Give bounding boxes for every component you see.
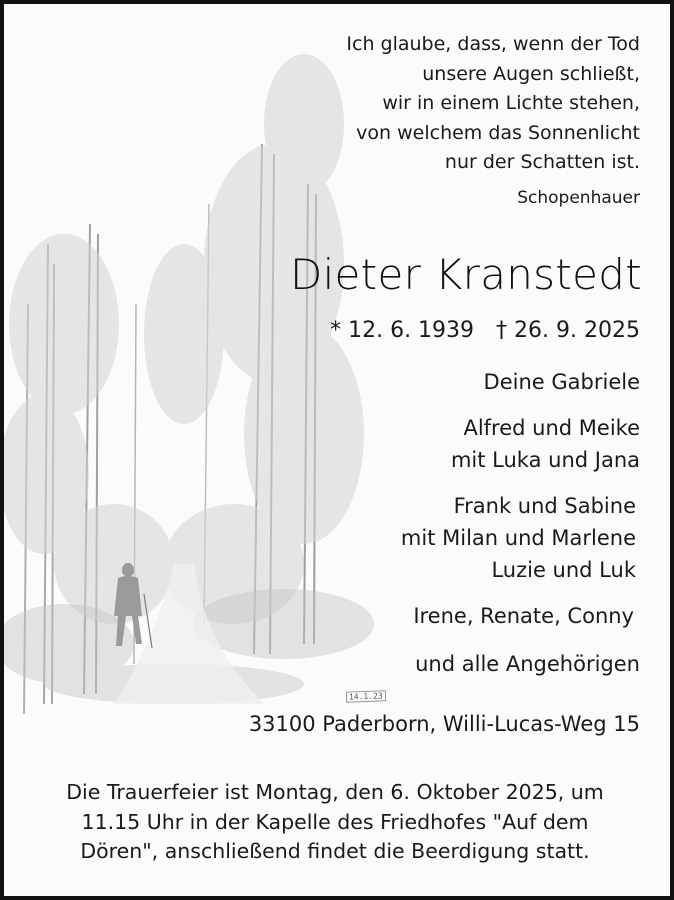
deceased-name: Dieter Kranstedt xyxy=(289,250,642,299)
mourner-line: Luzie und Luk xyxy=(491,558,636,582)
life-dates xyxy=(330,318,640,343)
service-line: Dören", anschließend findet die Beerdigung statt. xyxy=(80,839,590,863)
birth-date: * 12. 6. 1939 xyxy=(330,318,475,343)
mourner-group xyxy=(451,412,640,476)
sketch-date-stamp: 14.1.23 xyxy=(346,690,386,702)
mourner-line: mit Luka und Jana xyxy=(450,448,640,472)
mourner-line: Frank und Sabine xyxy=(453,494,636,518)
funeral-service-notice xyxy=(24,778,646,867)
quote-line: von welchem das Sonnenlicht xyxy=(356,121,640,144)
quote-line: nur der Schatten ist. xyxy=(444,151,640,173)
mourner-line: Irene, Renate, Conny xyxy=(413,604,634,628)
quote-author: Schopenhauer xyxy=(517,188,640,208)
quote-line: unsere Augen schließt, xyxy=(422,62,640,85)
mourner-line: und alle Angehörigen xyxy=(415,652,640,676)
mourner-line: mit Milan und Marlene xyxy=(400,526,636,550)
quote-line: Ich glaube, dass, wenn der Tod xyxy=(346,33,640,55)
mourner-group xyxy=(401,490,636,586)
mourner-group xyxy=(413,600,634,632)
mourner-line: Deine Gabriele xyxy=(483,370,640,394)
death-date: † 26. 9. 2025 xyxy=(496,318,640,343)
quote-block xyxy=(346,30,640,178)
quote-line: wir in einem Lichte stehen, xyxy=(382,92,640,114)
mourner-group xyxy=(415,648,640,680)
service-line: 11.15 Uhr in der Kapelle des Friedhofes "Auf dem xyxy=(81,809,589,834)
family-address: 33100 Paderborn, Willi-Lucas-Weg 15 xyxy=(248,712,640,736)
mourner-line: Alfred und Meike xyxy=(463,416,640,440)
mourner-group xyxy=(484,366,640,398)
service-line: Die Trauerfeier ist Montag, den 6. Oktober 2025, um xyxy=(66,780,604,804)
